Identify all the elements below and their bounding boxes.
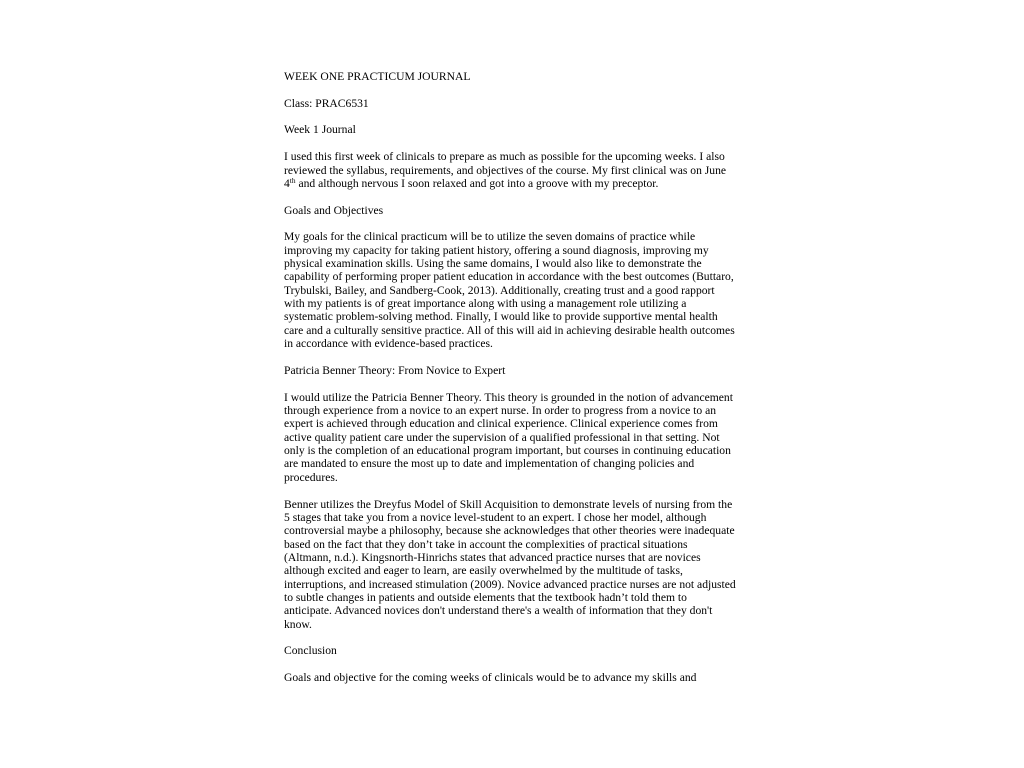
date-day: 4	[284, 176, 290, 190]
theory-line: Benner utilizes the Dreyfus Model of Skill Acquisition to demonstrate levels of nursing from the	[284, 497, 733, 511]
goals-line: capability of performing proper patient education in accordance with the best outcomes (Buttaro,	[284, 270, 734, 284]
journal-label-block	[284, 123, 764, 136]
theory-paragraph-1	[284, 391, 764, 485]
goals-line: improving my capacity for taking patient history, offering a sound diagnosis, improving my	[284, 243, 709, 257]
theory-line: although excited and eager to learn, are easily overwhelmed by the multitude of tasks,	[284, 564, 683, 578]
section-heading-goals: Goals and Objectives	[284, 203, 384, 217]
goals-heading-block	[284, 204, 764, 217]
theory-line: I would utilize the Patricia Benner Theory. This theory is grounded in the notion of advancement	[284, 390, 733, 404]
theory-line: to subtle changes in patients and outside elements that the textbook hadn’t told them to	[284, 591, 687, 605]
goals-line: care and a culturally sensitive practice. All of this will aid in achieving desirable health outcomes	[284, 323, 735, 337]
journal-label: Week 1 Journal	[284, 123, 356, 137]
theory-line: anticipate. Advanced novices don't understand there's a wealth of information that they don't	[284, 604, 713, 618]
theory-line: active quality patient care under the supervision of a qualified professional in that setting. Not	[284, 430, 720, 444]
conclusion-heading-block	[284, 644, 764, 657]
theory-line: only is the completion of an educational program important, but courses in continuing education	[284, 444, 731, 458]
goals-line: My goals for the clinical practicum will be to utilize the seven domains of practice while	[284, 230, 696, 244]
theory-paragraph-2	[284, 498, 764, 632]
section-heading-theory: Patricia Benner Theory: From Novice to Expert	[284, 363, 506, 377]
theory-line: through experience from a novice to an expert nurse. In order to progress from a novice to an	[284, 403, 717, 417]
ordinal-superscript: th	[289, 175, 296, 185]
intro-paragraph	[284, 150, 764, 190]
document-body	[284, 70, 764, 698]
theory-heading-block	[284, 364, 764, 377]
theory-line: expert is achieved through education and clinical experience. Clinical experience comes from	[284, 417, 718, 431]
goals-line: with my patients is of great importance along with using a management role utilizing a	[284, 297, 687, 311]
theory-line: controversial maybe a philosophy, because she acknowledges that other theories were inadequate	[284, 524, 735, 538]
section-heading-conclusion: Conclusion	[284, 644, 337, 658]
theory-line: interruptions, and increased stimulation (2009). Novice advanced practice nurses are not adjusted	[284, 577, 736, 591]
class-block	[284, 97, 764, 110]
intro-date-line	[284, 177, 764, 190]
goals-line: Trybulski, Bailey, and Sandberg-Cook, 2013). Additionally, creating trust and a good rapport	[284, 283, 715, 297]
goals-line: physical examination skills. Using the same domains, I would also like to demonstrate the	[284, 257, 702, 271]
theory-line: based on the fact that they don’t take in account the complexities of practical situations	[284, 537, 688, 551]
conclusion-paragraph	[284, 671, 764, 684]
theory-line: (Altmann, n.d.). Kingsnorth-Hinrichs states that advanced practice nurses that are novices	[284, 550, 701, 564]
class-label: Class: PRAC6531	[284, 96, 369, 110]
theory-line: 5 stages that take you from a novice level-student to an expert. I chose her model, although	[284, 510, 707, 524]
date-line-rest: and although nervous I soon relaxed and got into a groove with my preceptor.	[295, 176, 659, 190]
theory-line: procedures.	[284, 470, 338, 484]
theory-line: know.	[284, 617, 312, 631]
theory-line: are mandated to ensure the most up to date and implementation of changing policies and	[284, 457, 695, 471]
goals-line: systematic problem-solving method. Finally, I would like to provide supportive mental health	[284, 310, 718, 324]
goals-paragraph	[284, 230, 764, 350]
conclusion-line: Goals and objective for the coming weeks of clinicals would be to advance my skills and	[284, 671, 697, 685]
intro-line: reviewed the syllabus, requirements, and objectives of the course. My first clinical was on June	[284, 163, 727, 177]
document-title-block	[284, 70, 764, 83]
intro-line: I used this first week of clinicals to prepare as much as possible for the upcoming weeks. I also	[284, 150, 725, 164]
document-title: WEEK ONE PRACTICUM JOURNAL	[284, 70, 471, 83]
goals-line: in accordance with evidence-based practices.	[284, 337, 493, 351]
